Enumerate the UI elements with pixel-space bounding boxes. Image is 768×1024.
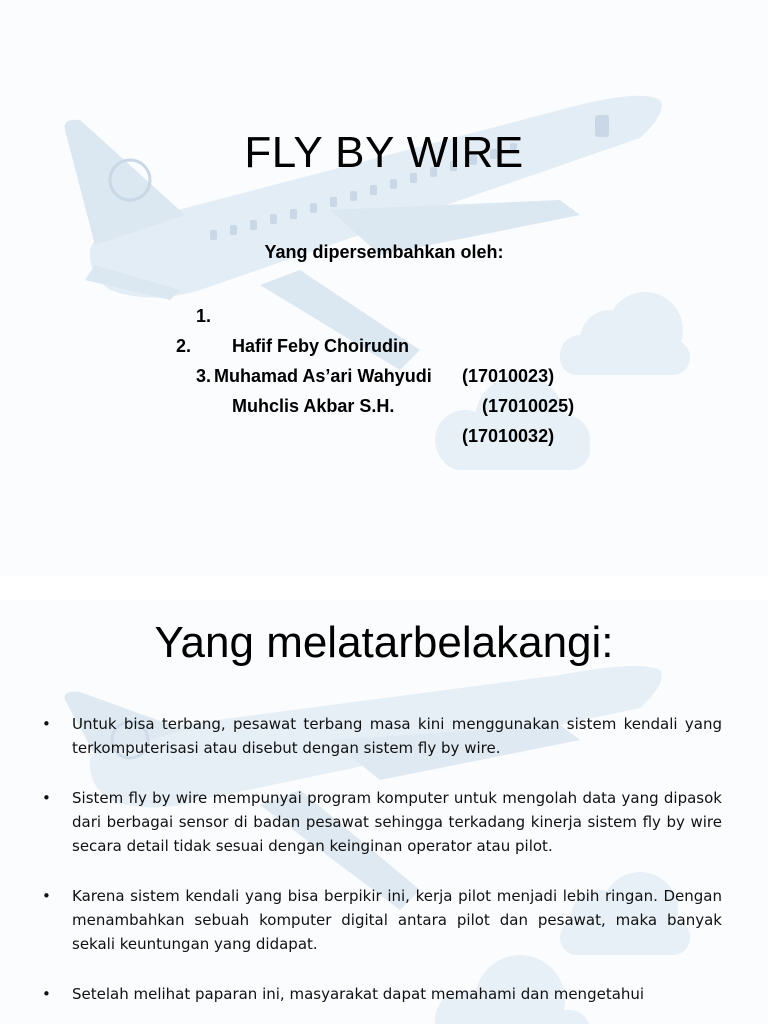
author-number: 1. xyxy=(196,306,212,326)
author-name: Muhamad As’ari Wahyudi xyxy=(214,366,432,386)
bullet-icon: • xyxy=(42,985,51,1003)
presenter-heading: Yang dipersembahkan oleh: xyxy=(264,242,504,262)
author-name: Hafif Feby Choirudin xyxy=(232,336,409,356)
bullet-text: Sistem fly by wire mempunyai program komputer untuk mengolah data yang dipasok dari berbagai sensor di badan pesawat sehingga terkadang kinerja sistem fly by wire secara detail tidak sesuai dengan keinginan operator atau pilot. xyxy=(72,789,722,855)
author-id: (17010023) xyxy=(462,366,555,386)
bullet-text: Untuk bisa terbang, pesawat terbang masa kini menggunakan sistem kendali yang terkomputerisasi atau disebut dengan sistem fly by wire. xyxy=(72,715,722,757)
author-number: 2. xyxy=(176,336,192,356)
bullet-list xyxy=(42,712,722,1024)
slide-title: FLY BY WIRE xyxy=(244,128,524,177)
bullet-text: Karena sistem kendali yang bisa berpikir ini, kerja pilot menjadi lebih ringan. Dengan menambahkan sebuah komputer digital antara pilot dan pesawat, maka banyak sekali keuntungan yang didapat. xyxy=(72,887,722,953)
author-list xyxy=(0,271,768,446)
content-slide xyxy=(0,600,768,1024)
bullet-icon: • xyxy=(42,887,51,905)
bullet-item xyxy=(42,884,722,956)
bullet-icon: • xyxy=(42,789,51,807)
bullet-icon: • xyxy=(42,715,51,733)
author-id: (17010032) xyxy=(462,426,555,446)
author-name: Muhclis Akbar S.H. xyxy=(232,396,395,416)
bullet-item xyxy=(42,712,722,760)
author-number: 3. xyxy=(196,366,212,386)
bullet-item xyxy=(42,786,722,858)
bullet-text: Setelah melihat paparan ini, masyarakat dapat memahami dan mengetahui xyxy=(72,985,645,1003)
slide-title: Yang melatarbelakangi: xyxy=(154,618,614,667)
author-id: (17010025) xyxy=(482,396,575,416)
bullet-item xyxy=(42,982,722,1006)
